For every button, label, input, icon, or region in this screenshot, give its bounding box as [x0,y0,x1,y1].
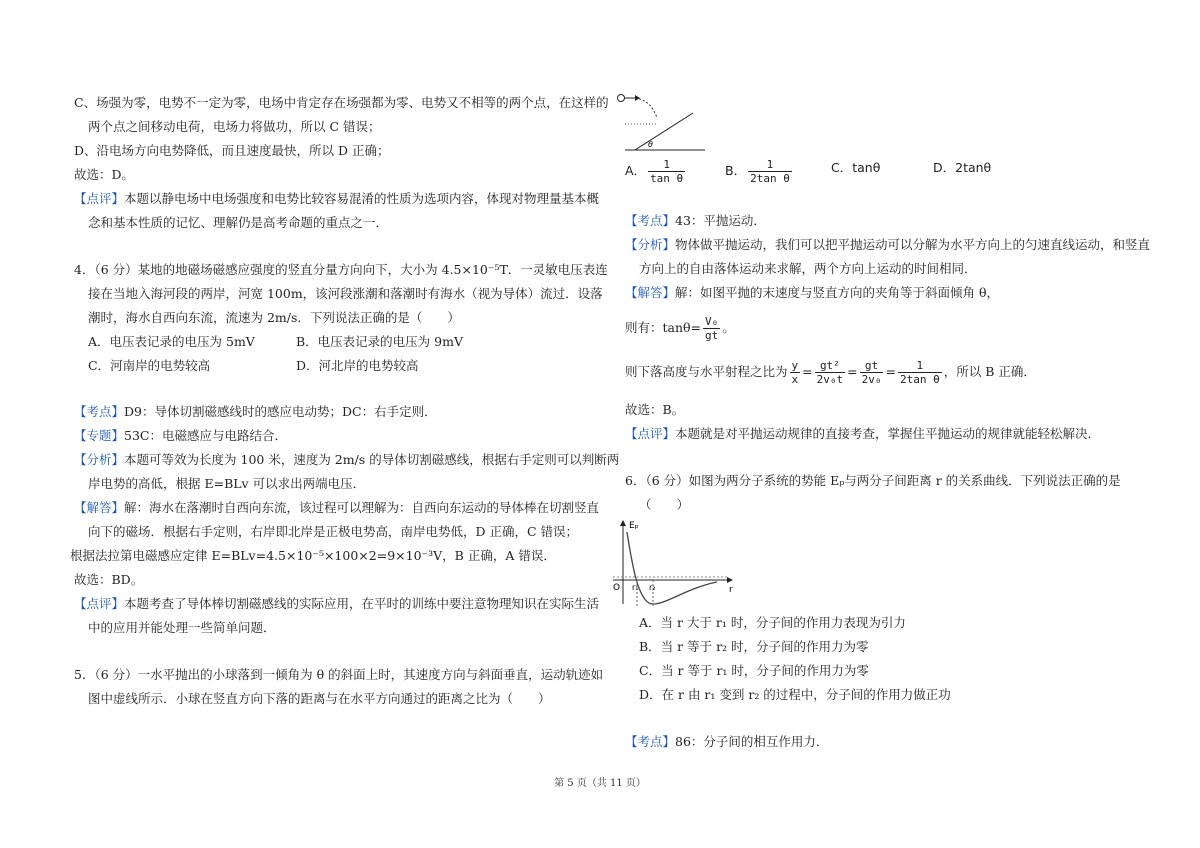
question-5-stem-line2: 图中虚线所示．小球在竖直方向下落的距离与在水平方向通过的距离之比为（ ） [88,691,551,706]
q5-comment [625,426,1100,442]
q5-option-c: C．tanθ [831,160,881,175]
q6-option-c: C．当 r 等于 r₁ 时，分子间的作用力为零 [639,663,869,678]
fenxi-text: 本题可等效为长度为 100 米，速度为 2m/s 的导体切割磁感线，根据右手定则可以判断两 [124,452,620,467]
fenxi-text: 物体做平抛运动，我们可以把平抛运动可以分解为水平方向上的匀速直线运动，和竖直 [675,237,1151,252]
equation-suffix: ，所以 B 正确． [943,364,1036,379]
gt-over-2v0 [860,359,884,386]
q4-option-c: C．河南岸的电势较高 [88,358,211,373]
q4-jieda [74,500,599,516]
q6-kaodian [625,734,828,750]
q5-fenxi-cont: 方向上的自由落体运动来求解，两个方向上运动的时间相同． [639,261,977,276]
q4-jieda-cont: 向下的磁场．根据右手定则，右岸即北岸是正极电势高，南岸电势低，D 正确，C 错误； [88,524,579,539]
frac-num: 1 [648,158,685,172]
x-axis-label: r [729,585,733,595]
question-4-stem: 4．（6 分）某地的地磁场磁感应强度的竖直分量方向向下，大小为 4.5×10⁻⁵T．一灵敏电压表连 [74,262,608,277]
page-footer: 第 5 页（共 11 页） [554,778,646,789]
equals-sign: = [847,364,858,379]
frac-num: 1 [748,158,792,172]
q4-option-a: A．电压表记录的电压为 5mV [88,334,255,349]
y-axis-label: Eₚ [629,521,639,531]
frac-den: 2tan θ [750,172,790,185]
option-b-fraction [748,158,792,185]
q4-jieda-cont2: 根据法拉第电磁感应定律 E=BLv=4.5×10⁻⁵×100×2=9×10⁻³V，B 正确，A 错误． [70,548,556,563]
equals-sign: = [885,364,896,379]
equals-sign: = [802,364,813,379]
jieda-text: 解：海水在落潮时自西向东流，该过程可以理解为：自西向东运动的导体棒在切割竖直 [124,500,600,515]
q5-option-a [625,158,687,185]
q4-fenxi [74,452,619,468]
option-c-explanation: C、场强为零，电势不一定为零，电场中肯定存在场强都为零、电势又不相等的两个点，在这样的 [74,95,609,110]
q5-fenxi [625,237,1150,253]
kaodian-text: 43：平抛运动． [675,213,766,228]
dianping-tag: 【点评】 [74,596,125,611]
projectile-incline-figure [615,88,715,154]
dianping-text: 本题就是对平抛运动规律的直接考查，掌握住平抛运动的规律就能轻松解决． [675,426,1101,441]
gt2-over-2v0t [815,359,846,386]
r2-label: r₂ [649,583,656,592]
option-a-fraction [648,158,685,185]
equation-prefix: 则下落高度与水平射程之比为 [625,364,788,379]
kaodian-text: 86：分子间的相互作用力． [675,734,829,749]
q5-jieda [625,285,999,301]
frac-num: gt [860,359,884,373]
frac-num: 1 [898,359,942,373]
kaodian-text: D9：导体切割磁感线时的感应电动势；DC：右手定则． [124,404,437,419]
q5-option-b [725,158,794,185]
fenxi-tag: 【分析】 [74,452,125,467]
jieda-tag: 【解答】 [74,500,125,515]
kaodian-tag: 【考点】 [625,213,676,228]
potential-energy-curve-figure [607,518,737,608]
frac-den: 2v₀ [861,373,882,386]
question-4-stem-line3: 潮时，海水自西向东流，流速为 2m/s．下列说法正确的是（ ） [88,310,460,325]
question-4-stem-line2: 接在当地入海河段的两岸，河宽 100m，该河段涨潮和落潮时有海水（视为导体）流过．设落 [88,286,603,301]
q5-ratio-equation [625,356,1036,388]
question-5-stem: 5．（6 分）一水平抛出的小球落到一倾角为 θ 的斜面上时，其速度方向与斜面垂直，运动轨迹如 [74,667,604,682]
equation-prefix: 则有：tanθ= [625,320,702,335]
q5-kaodian [625,213,766,229]
answer-q5: 故选：B。 [625,402,685,417]
comment-text: 本题以静电场中电场强度和电势比较容易混淆的性质为选项内容，体现对物理量基本概 [124,191,600,206]
angle-label: θ [648,140,653,149]
frac-den: tan θ [650,172,684,185]
frac-num: V₀ [705,315,719,328]
comment-q3 [74,191,599,207]
q6-option-a: A．当 r 大于 r₁ 时，分子间的作用力表现为引力 [639,615,906,630]
kaodian-tag: 【考点】 [74,404,125,419]
v0-over-gt [703,315,720,342]
q4-comment [74,596,599,612]
incline-line [635,113,693,150]
one-over-2tan [898,359,942,386]
q6-option-d: D．在 r 由 r₁ 变到 r₂ 的过程中，分子间的作用力做正功 [639,687,951,702]
zhuanti-text: 53C：电磁感应与电路结合． [124,428,287,443]
question-6-stem: 6．（6 分）如图为两分子系统的势能 Eₚ与两分子间距离 r 的关系曲线．下列说法正确的是 [625,473,1121,488]
answer-q3: 故选：D。 [74,167,135,182]
zhuanti-tag: 【专题】 [74,428,125,443]
comment-tag: 【点评】 [74,191,125,206]
dianping-text: 本题考查了导体棒切割磁感线的实际应用，在平时的训练中要注意物理知识在实际生活 [124,596,600,611]
q4-comment-cont: 中的应用并能处理一些简单问题． [88,620,276,635]
option-a-letter: A． [625,163,647,178]
dianping-tag: 【点评】 [625,426,676,441]
frac-den: 2tan θ [899,373,940,386]
frac-den: 2v₀t [816,373,844,386]
kaodian-tag: 【考点】 [625,734,676,749]
frac-den: gt [705,329,719,342]
r1-label: r₁ [632,583,639,592]
frac-num: gt² [815,359,846,373]
option-d-explanation: D、沿电场方向电势降低，而且速度最快，所以 D 正确； [74,143,390,158]
question-6-stem-line2: （ ） [639,497,690,512]
fenxi-tag: 【分析】 [625,237,676,252]
frac-den: x [791,373,799,386]
frac-num: y [791,359,799,372]
equation-suffix: 。 [722,320,735,335]
origin-label: O [613,583,621,593]
q5-tan-equation [625,314,735,342]
q4-fenxi-cont: 岸电势的高低，根据 E=BLv 可以求出两端电压． [88,476,366,491]
q4-kaodian [74,404,437,420]
y-axis-arrow-icon [620,520,626,526]
option-b-letter: B． [725,163,747,178]
trajectory [635,98,657,118]
q6-option-b: B．当 r 等于 r₂ 时，分子间的作用力为零 [639,639,869,654]
option-c-explanation-cont: 两个点之间移动电荷，电场力将做功，所以 C 错误； [88,119,381,134]
ep-curve [627,532,717,604]
answer-q4: 故选：BD。 [74,572,144,587]
jieda-text: 解：如图平抛的末速度与竖直方向的夹角等于斜面倾角 θ， [675,285,1000,300]
ball-icon [618,95,625,102]
q4-option-b: B．电压表记录的电压为 9mV [296,334,463,349]
y-over-x [790,359,801,386]
comment-q3-cont: 念和基本性质的记忆、理解仍是高考命题的重点之一． [88,215,389,230]
q5-option-d: D．2tanθ [933,160,992,175]
x-axis-arrow-icon [727,577,733,583]
q4-option-d: D．河北岸的电势较高 [296,358,419,373]
q4-zhuanti [74,428,287,444]
jieda-tag: 【解答】 [625,285,676,300]
